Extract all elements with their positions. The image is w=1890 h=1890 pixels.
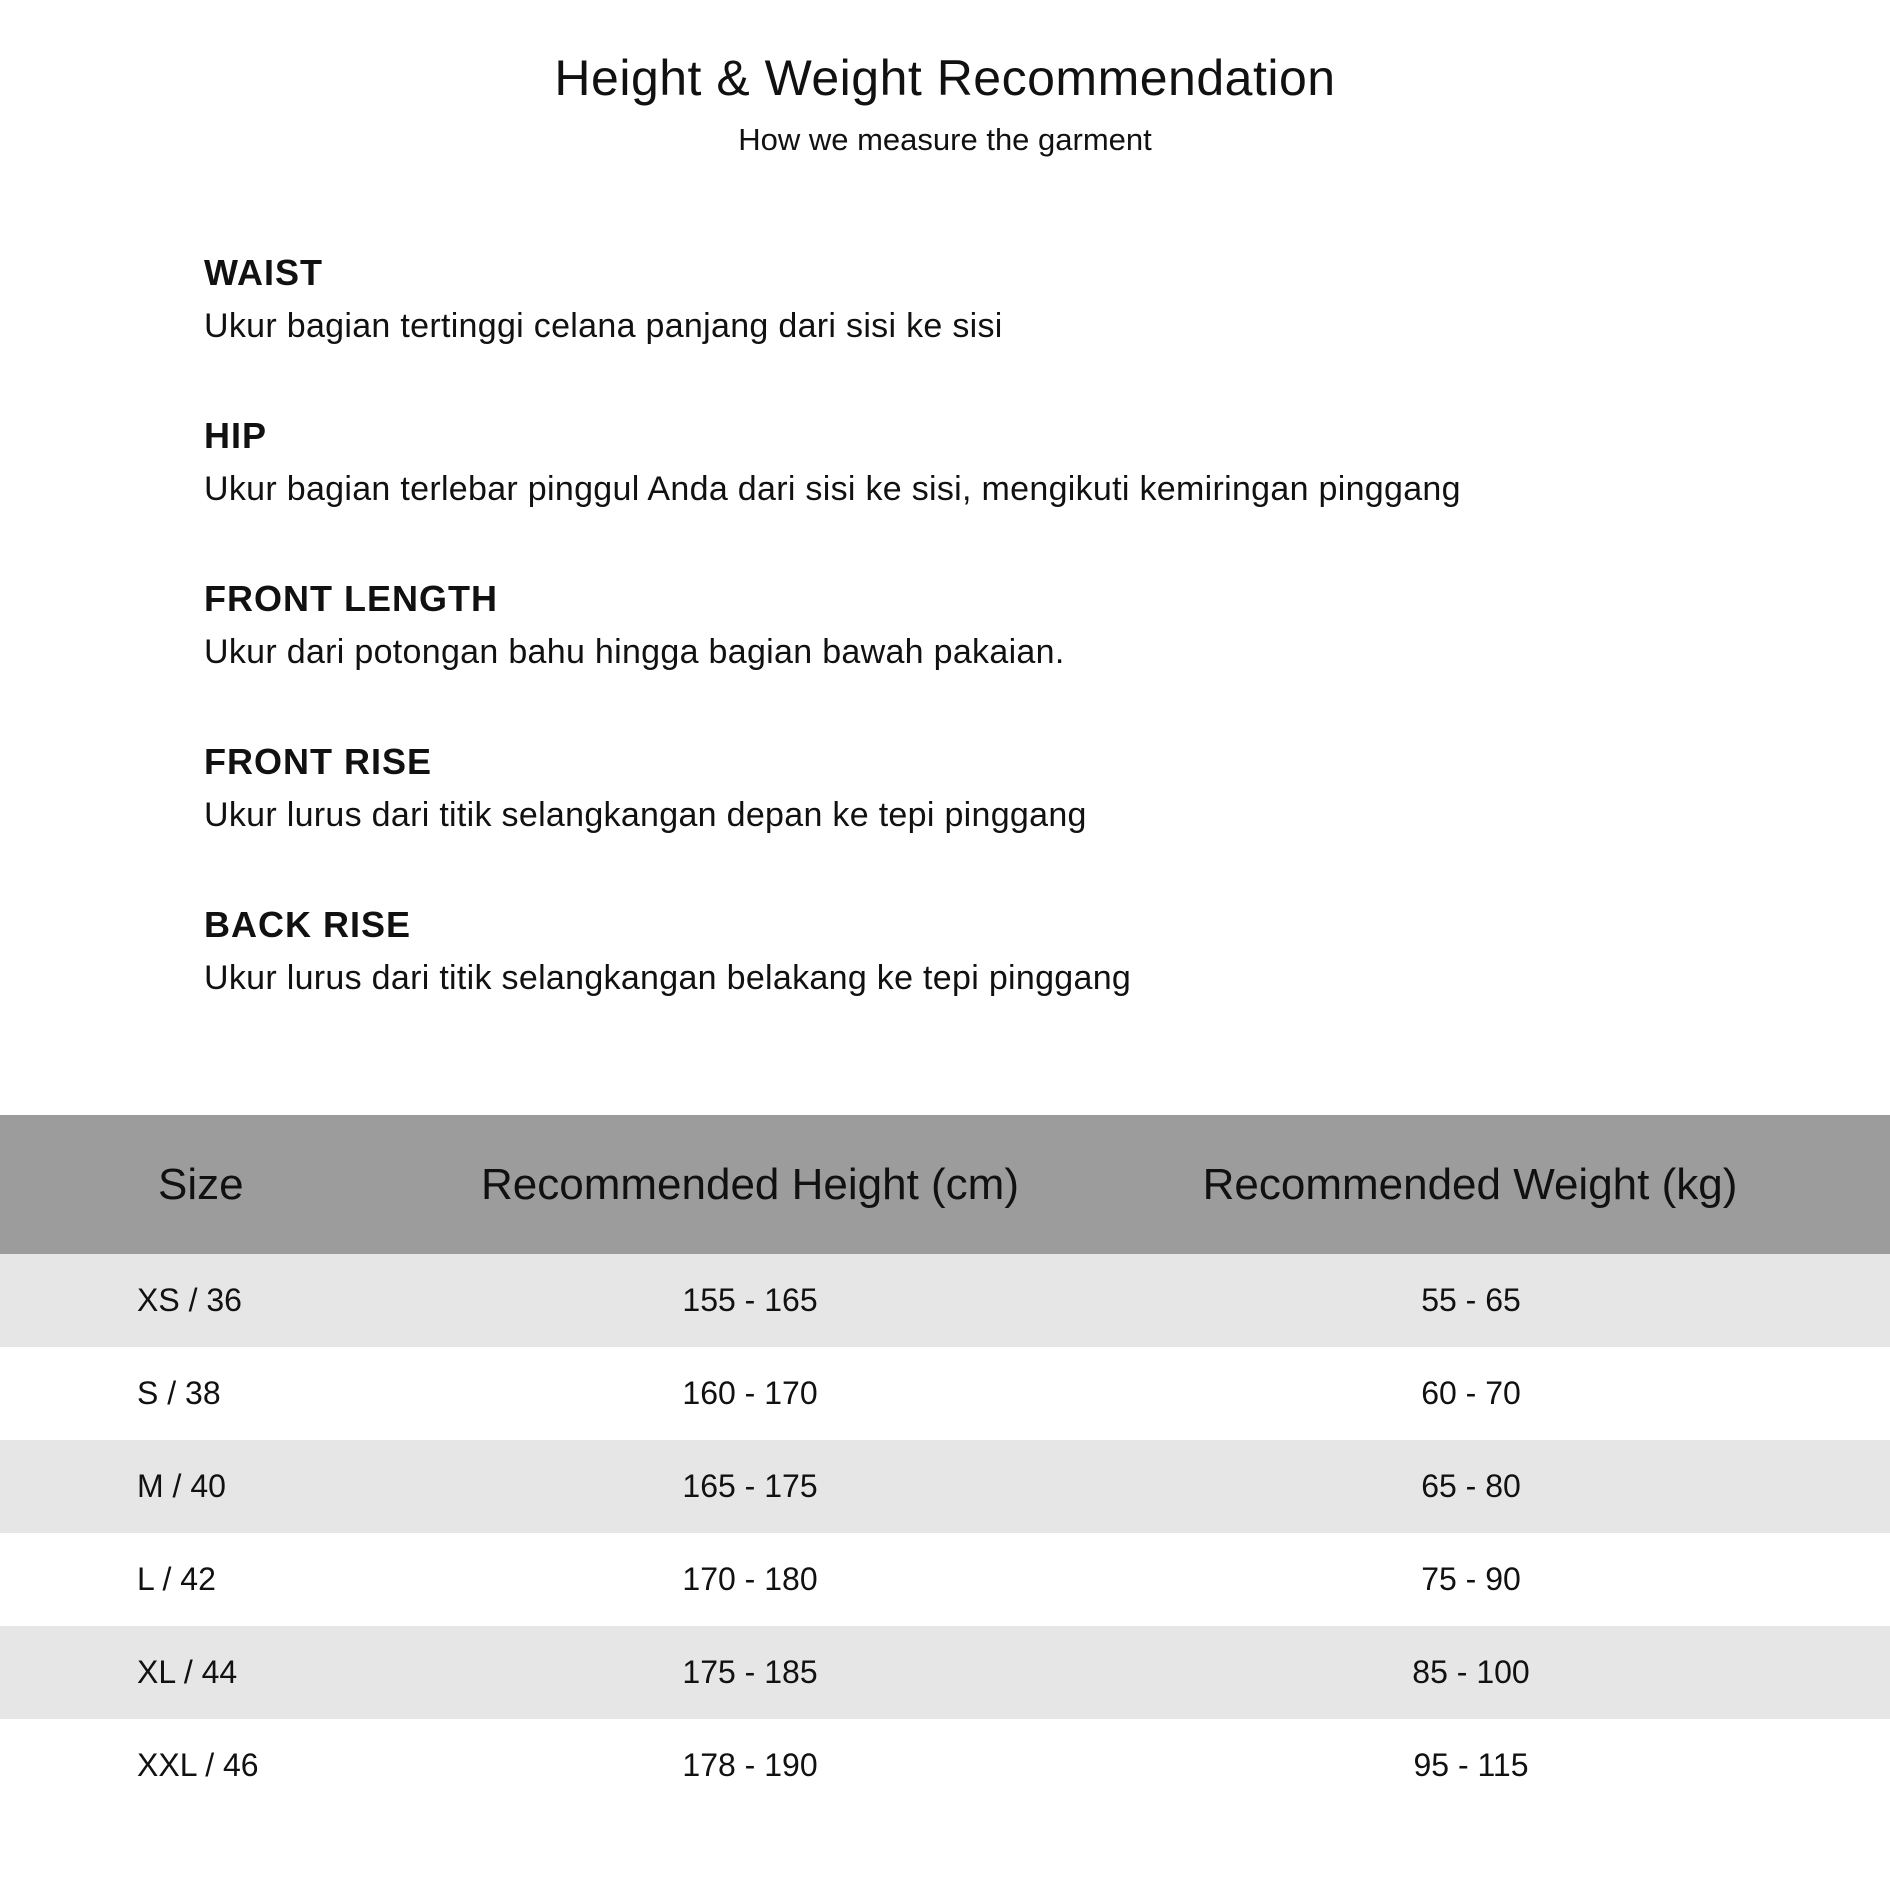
table-row <box>0 1719 1890 1812</box>
size-recommendation-table <box>0 1115 1890 1812</box>
page-header <box>0 48 1890 158</box>
definition-hip <box>204 412 1804 575</box>
page-title: Height & Weight Recommendation <box>554 50 1336 106</box>
definition-description: Ukur lurus dari titik selangkangan depan ke tepi pinggang <box>204 796 1087 834</box>
cell-size: XXL / 46 <box>137 1747 259 1783</box>
cell-height: 170 - 180 <box>682 1561 818 1597</box>
definition-waist <box>204 249 1804 412</box>
cell-height: 160 - 170 <box>682 1375 818 1411</box>
cell-size: M / 40 <box>137 1468 226 1504</box>
definition-description: Ukur lurus dari titik selangkangan belakang ke tepi pinggang <box>204 959 1132 997</box>
table-header <box>0 1115 1890 1254</box>
cell-weight: 95 - 115 <box>1413 1747 1529 1783</box>
table-row <box>0 1533 1890 1626</box>
table-row <box>0 1626 1890 1719</box>
definition-term: WAIST <box>204 252 323 293</box>
definition-term: FRONT LENGTH <box>204 578 498 619</box>
cell-weight: 55 - 65 <box>1421 1282 1521 1318</box>
cell-weight: 60 - 70 <box>1421 1375 1521 1411</box>
header-size: Size <box>158 1160 244 1209</box>
cell-size: XS / 36 <box>137 1282 242 1318</box>
definition-term: FRONT RISE <box>204 741 433 782</box>
measurement-definitions <box>204 249 1804 1064</box>
cell-height: 175 - 185 <box>682 1654 818 1690</box>
cell-weight: 65 - 80 <box>1421 1468 1521 1504</box>
definition-term: HIP <box>204 415 268 456</box>
cell-weight: 85 - 100 <box>1412 1654 1530 1690</box>
definition-description: Ukur bagian tertinggi celana panjang dari sisi ke sisi <box>204 307 1003 345</box>
cell-size: L / 42 <box>137 1561 216 1597</box>
definition-front-length <box>204 575 1804 738</box>
cell-weight: 75 - 90 <box>1421 1561 1521 1597</box>
table-row <box>0 1254 1890 1347</box>
definition-back-rise <box>204 901 1804 1064</box>
header-height: Recommended Height (cm) <box>481 1160 1019 1209</box>
definition-description: Ukur dari potongan bahu hingga bagian bawah pakaian. <box>204 633 1065 671</box>
definition-term: BACK RISE <box>204 904 412 945</box>
cell-height: 178 - 190 <box>682 1747 818 1783</box>
page-subtitle: How we measure the garment <box>738 122 1152 157</box>
cell-height: 155 - 165 <box>682 1282 818 1318</box>
cell-size: XL / 44 <box>137 1654 238 1690</box>
table-row <box>0 1347 1890 1440</box>
cell-size: S / 38 <box>137 1375 221 1411</box>
definition-front-rise <box>204 738 1804 901</box>
header-weight: Recommended Weight (kg) <box>1202 1160 1738 1209</box>
cell-height: 165 - 175 <box>682 1468 818 1504</box>
definition-description: Ukur bagian terlebar pinggul Anda dari sisi ke sisi, mengikuti kemiringan pinggang <box>204 470 1461 508</box>
table-row <box>0 1440 1890 1533</box>
